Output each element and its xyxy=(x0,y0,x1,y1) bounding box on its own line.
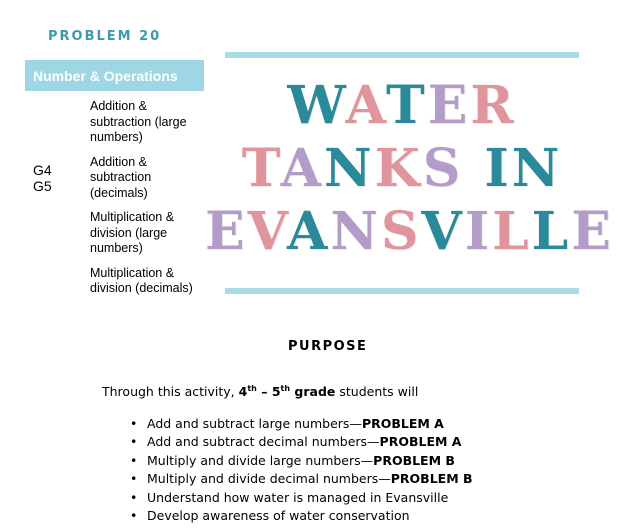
title-letter: R xyxy=(470,75,517,136)
title-letter: A xyxy=(280,138,324,199)
purpose-heading: PURPOSE xyxy=(288,339,368,354)
grade-levels xyxy=(33,162,52,194)
title-top-rule xyxy=(225,52,579,58)
goal-item: • Add and subtract decimal numbers—PROBLEM A xyxy=(127,433,473,451)
goal-item: • Develop awareness of water conservation xyxy=(127,507,473,525)
grade-level: G5 xyxy=(33,178,52,194)
problem-label: PROBLEM 20 xyxy=(48,29,162,44)
title-letter: L xyxy=(492,201,532,262)
intro-prefix: Through this activity, xyxy=(102,384,239,399)
page-title xyxy=(205,74,614,263)
goal-item: • Multiply and divide decimal numbers—PROBLEM B xyxy=(127,470,473,488)
title-letter: W xyxy=(287,75,346,136)
title-letter: V xyxy=(247,201,287,262)
title-letter: N xyxy=(511,138,563,199)
title-letter: T xyxy=(386,75,428,136)
topic-item: Multiplication & division (decimals) xyxy=(90,265,193,295)
goal-item: • Multiply and divide large numbers—PROBLEM B xyxy=(127,452,473,470)
title-letter: A xyxy=(286,201,331,262)
category-label: Number & Operations xyxy=(33,68,178,84)
bullet-icon: • xyxy=(130,508,138,524)
title-letter: K xyxy=(374,138,423,199)
title-line xyxy=(205,137,599,200)
title-letter: I xyxy=(464,201,493,262)
intro-grade-range: 4th – 5th grade xyxy=(238,383,336,399)
purpose-intro xyxy=(102,384,418,399)
goal-item: • Add and subtract large numbers—PROBLEM A xyxy=(127,415,473,433)
title-letter xyxy=(463,138,484,199)
title-letter: V xyxy=(421,201,465,262)
title-letter: L xyxy=(531,201,572,262)
title-letter: A xyxy=(345,75,387,136)
category-band xyxy=(25,60,204,91)
bullet-icon: • xyxy=(130,489,138,505)
bullet-icon: • xyxy=(130,471,138,487)
bullet-icon: • xyxy=(130,434,138,450)
intro-suffix: students will xyxy=(335,384,419,399)
topic-item: Multiplication & division (large numbers) xyxy=(90,210,175,255)
title-letter: S xyxy=(422,138,464,199)
title-line xyxy=(205,200,614,263)
title-letter: N xyxy=(330,201,381,262)
goal-item: • Understand how water is managed in Evansville xyxy=(127,489,473,507)
title-letter: T xyxy=(241,138,281,199)
topic-item: Addition & subtraction (large numbers) xyxy=(90,99,187,144)
title-letter: S xyxy=(380,201,422,262)
grade-level: G4 xyxy=(33,162,52,178)
title-letter: E xyxy=(427,75,471,136)
bullet-icon: • xyxy=(130,416,138,431)
bullet-icon: • xyxy=(130,452,138,468)
title-bottom-rule xyxy=(225,288,579,294)
goal-list xyxy=(127,415,473,525)
title-letter: N xyxy=(323,138,375,199)
title-letter: E xyxy=(571,201,614,262)
title-letter: E xyxy=(205,201,248,262)
topic-item: Addition & subtraction (decimals) xyxy=(90,154,152,200)
topic-list xyxy=(90,99,208,306)
title-letter: I xyxy=(484,138,512,199)
title-line xyxy=(205,74,599,137)
